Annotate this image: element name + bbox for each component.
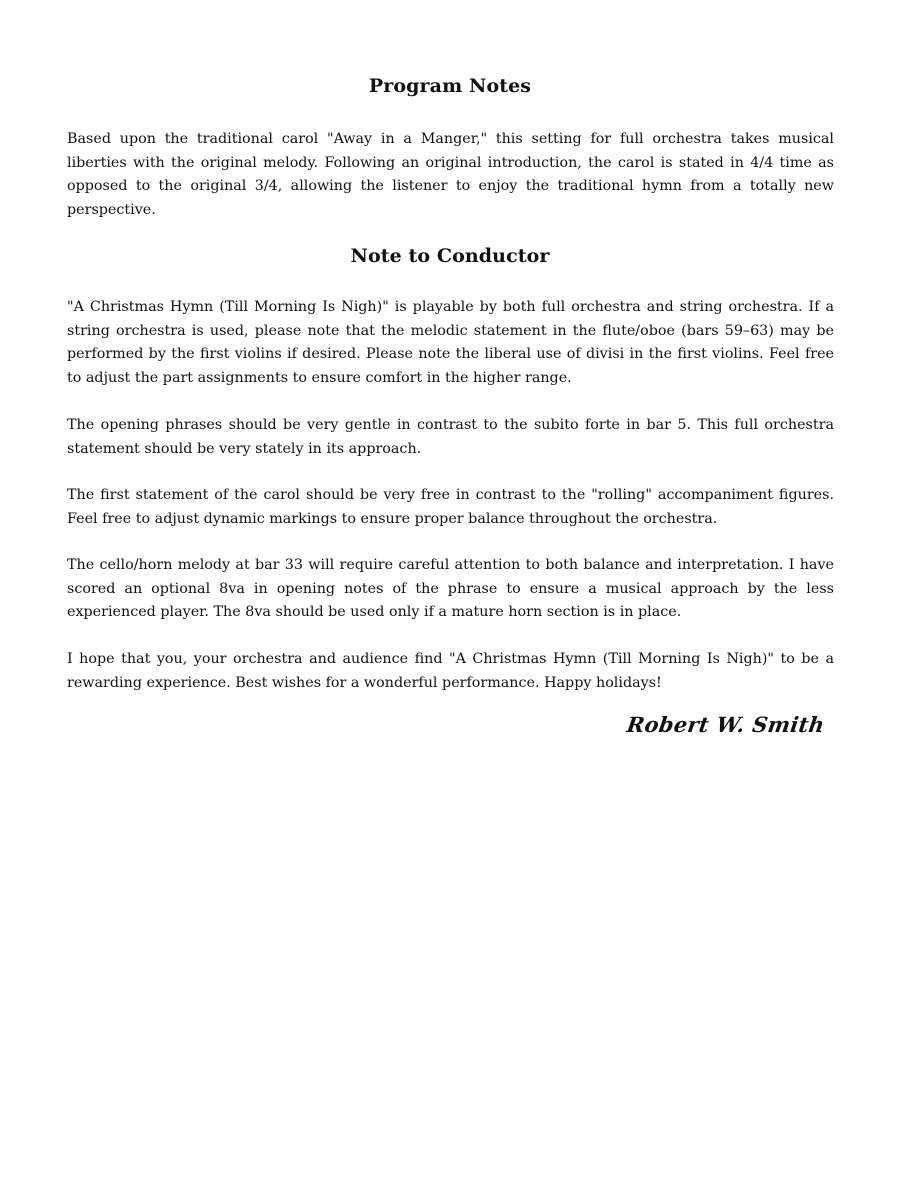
conductor-paragraph-4: The cello/horn melody at bar 33 will require careful attention to both balance and interpretation. I have scored an optional 8va in opening notes of the phrase to ensure a musical approach by the less experienced player. The 8va should be used only if a mature horn section is in place. — [67, 557, 834, 620]
program-notes-paragraph: Based upon the traditional carol "Away in a Manger," this setting for full orchestra takes musical liberties with the original melody. Following an original introduction, the carol is stated in 4/4 time as opposed to the original 3/4, allowing the listener to enjoy the traditional hymn from a totally new perspective. — [67, 131, 834, 218]
program-notes-title: Program Notes — [368, 75, 532, 97]
note-to-conductor-title: Note to Conductor — [350, 245, 550, 267]
conductor-paragraph-5: I hope that you, your orchestra and audience find "A Christmas Hymn (Till Morning Is Nigh)" to be a rewarding experience. Best wishes for a wonderful performance. Happy holidays! — [67, 651, 834, 691]
conductor-paragraph-2: The opening phrases should be very gentle in contrast to the subito forte in bar 5. This full orchestra statement should be very stately in its approach. — [67, 417, 834, 457]
signature: Robert W. Smith — [624, 712, 826, 737]
conductor-paragraph-3: The first statement of the carol should be very free in contrast to the "rolling" accompaniment figures. Feel free to adjust dynamic markings to ensure proper balance throughout the orchestra. — [67, 487, 834, 527]
conductor-paragraph-1: "A Christmas Hymn (Till Morning Is Nigh)" is playable by both full orchestra and string orchestra. If a string orchestra is used, please note that the melodic statement in the flute/oboe (bars 59–63) may be performed by the first violins if desired. Please note the liberal use of divisi in the first violins. Feel free to adjust the part assignments to ensure comfort in the higher range. — [67, 299, 834, 386]
